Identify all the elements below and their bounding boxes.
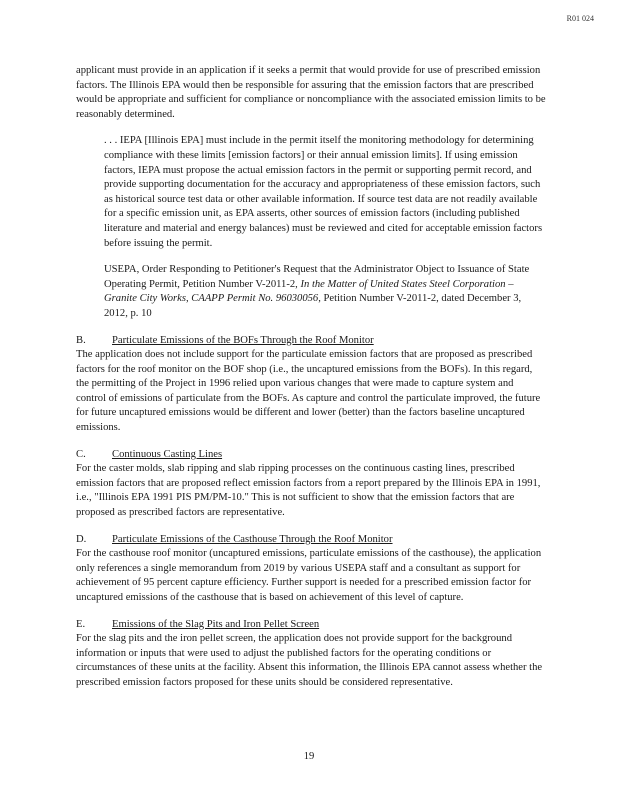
block-quote [104, 134, 546, 321]
page-number: 19 [303, 751, 315, 762]
section-letter: C. [76, 448, 86, 460]
quote-citation [104, 263, 546, 321]
section-heading [76, 533, 546, 548]
section-e [76, 618, 546, 691]
section-b [76, 334, 546, 436]
section-body: For the slag pits and the iron pellet screen, the application does not provide support for the background information or inputs that were used to adjust the published factors for the operating conditions or circumstances of these units at the facility. Absent this information, the Illinois EPA cannot assess whether the prescribed emission factors proposed for these units should be considered representative. [76, 633, 543, 688]
citation-case-title: In the Matter of United States Steel Corporation – Granite City Works, CAAPP Permit No. 96030056 [104, 278, 514, 305]
section-title: Particulate Emissions of the BOFs Through the Roof Monitor [112, 334, 374, 346]
document-body [76, 64, 546, 691]
section-c [76, 448, 546, 521]
section-letter: B. [76, 334, 86, 346]
page-header-id: R01 024 [566, 14, 594, 23]
section-heading [76, 618, 546, 633]
section-d [76, 533, 546, 606]
section-title: Continuous Casting Lines [112, 448, 223, 460]
quote-paragraph: . . . IEPA [Illinois EPA] must include in the permit itself the monitoring methodology for determining compliance with these limits [emission factors] or their annual emission limits]. If using emission factors, IEPA must propose the actual emission factors in the permit or supporting permit record, and provide supporting documentation for the accuracy and appropriateness of these emission factors, such as historical source test data or other available information. If source test data are not readily available for a specific emission unit, as EPA asserts, other sources of emission factors (including published literature and material and energy balances) must be reviewed and cited for acceptable emission factors before issuing the permit. [104, 135, 543, 249]
section-body: For the caster molds, slab ripping and slab ripping processes on the continuous casting lines, prescribed emission factors that are proposed reflect emission factors from a report prepared by the Illinois EPA in 1991, i.e., "Illinois EPA 1991 PIS PM/PM-10." This is not sufficient to show that the emission factors that are proposed as prescribed factors are representative. [76, 463, 541, 519]
section-body: The application does not include support for the particulate emission factors that are proposed as prescribed factors for the roof monitor on the BOF shop (i.e., the uncaptured emissions from the BOFs). In this regard, the permitting of the Project in 1996 relied upon various changes that were made to capture system and control of emissions of particulate from the BOFs. As capture and control the particulate improved, the future for future uncaptured emissions would be different and lower (better) than the factors baseline uncaptured emissions. [76, 349, 541, 434]
section-heading [76, 448, 546, 463]
citation-tail: , Petition Number V-2011-2, dated December 3, 2012, p. 10 [104, 293, 522, 319]
section-body: For the casthouse roof monitor (uncaptured emissions, particulate emissions of the casthouse), the application only references a single memorandum from 2019 by various USEPA staff and a consultant as support for achievement of 95 percent capture efficiency. Further support is needed for a prescribed emission factor for uncaptured emissions of the casthouse that is based on achievement of this level of capture. [76, 548, 542, 603]
section-title: Particulate Emissions of the Casthouse Through the Roof Monitor [112, 533, 393, 545]
section-heading [76, 334, 546, 349]
intro-paragraph: applicant must provide in an application if it seeks a permit that would provide for use of prescribed emission factors. The Illinois EPA would then be responsible for assuring that the emission factors that are prescribed would be appropriate and sufficient for compliance or noncompliance with the associated emission limits to be reasonably determined. [76, 65, 546, 120]
section-title: Emissions of the Slag Pits and Iron Pellet Screen [112, 618, 320, 630]
citation-text: USEPA, Order Responding to Petitioner's Request that the Administrator Object to Issuance of State Operating Permit, Petition Number V-2011-2, [104, 264, 530, 290]
section-letter: D. [76, 533, 87, 545]
section-letter: E. [76, 618, 86, 630]
